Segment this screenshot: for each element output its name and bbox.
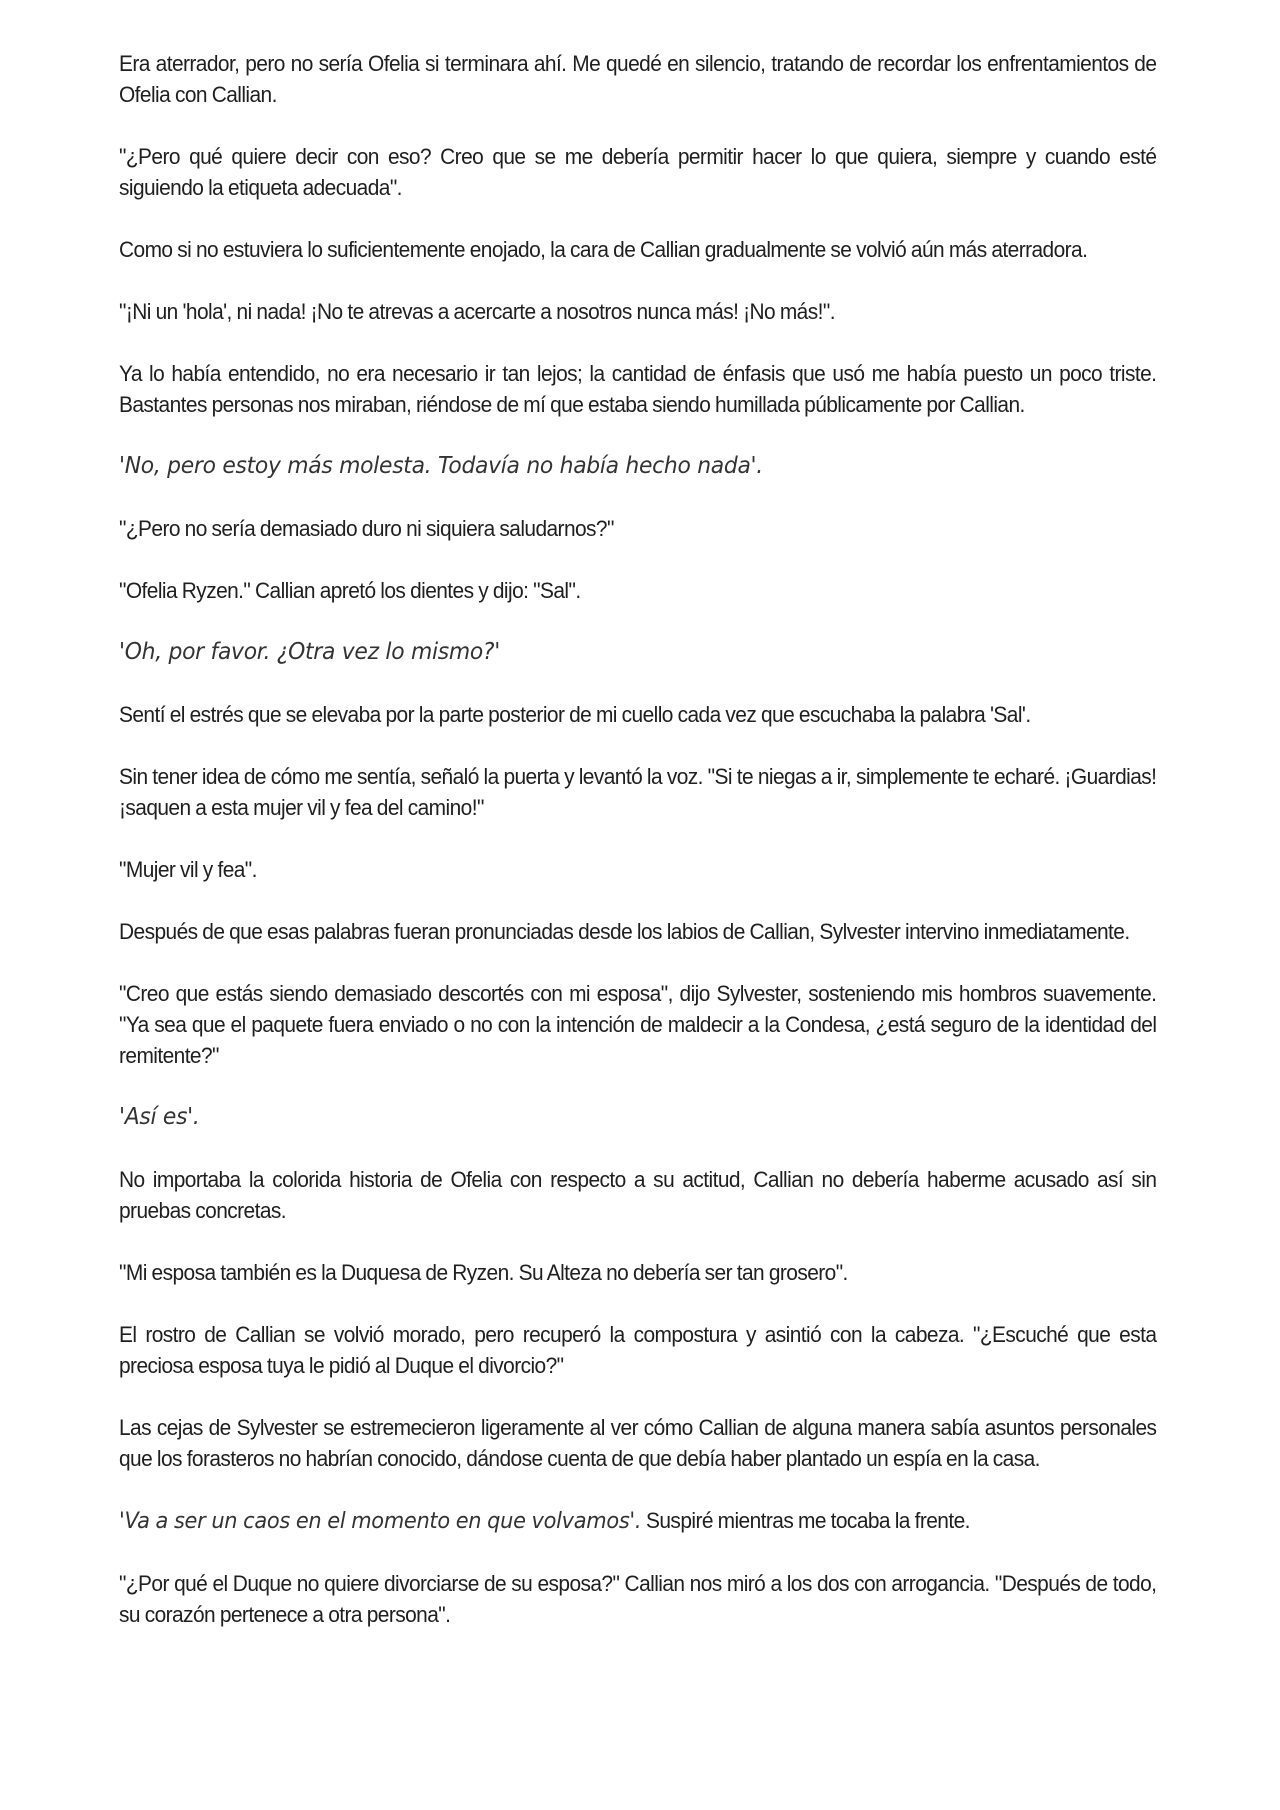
- document-page: [119, 48, 1156, 1661]
- paragraph-mixed: [119, 1505, 1156, 1537]
- paragraph: No importaba la colorida historia de Ofelia con respecto a su actitud, Callian no debería haberme acusado así sin pruebas concretas.: [119, 1167, 1157, 1223]
- italic-thought: 'Oh, por favor. ¿Otra vez lo mismo?': [119, 639, 500, 665]
- paragraph: "Mujer vil y fea".: [119, 857, 257, 882]
- paragraph: El rostro de Callian se volvió morado, pero recuperó la compostura y asintió con la cabeza. "¿Escuché que esta preciosa esposa tuya le pidió al Duque el divorcio?": [119, 1322, 1157, 1378]
- paragraph: Sentí el estrés que se elevaba por la parte posterior de mi cuello cada vez que escuchaba la palabra 'Sal'.: [119, 702, 1031, 727]
- paragraph: Ya lo había entendido, no era necesario ir tan lejos; la cantidad de énfasis que usó me había puesto un poco triste. Bastantes personas nos miraban, riéndose de mí que estaba siendo humillada públicamente por Callian.: [119, 361, 1157, 417]
- italic-thought: 'Así es'.: [119, 1104, 200, 1130]
- paragraph: "¡Ni un 'hola', ni nada! ¡No te atrevas a acercarte a nosotros nunca más! ¡No más!".: [119, 299, 835, 324]
- paragraph: "Ofelia Ryzen." Callian apretó los dientes y dijo: "Sal".: [119, 578, 581, 603]
- paragraph: "Creo que estás siendo demasiado descortés con mi esposa", dijo Sylvester, sosteniendo mis hombros suavemente. "Ya sea que el paquete fuera enviado o no con la intención de maldecir a la Condesa, ¿está seguro de la identidad del remitente?": [119, 981, 1157, 1068]
- paragraph: Las cejas de Sylvester se estremecieron ligeramente al ver cómo Callian de alguna manera sabía asuntos personales que los forasteros no habrían conocido, dándose cuenta de que debía haber plantado un espía en la casa.: [119, 1415, 1157, 1471]
- paragraph: "¿Pero no sería demasiado duro ni siquiera saludarnos?": [119, 516, 614, 541]
- paragraph: Sin tener idea de cómo me sentía, señaló la puerta y levantó la voz. "Si te niegas a ir, simplemente te echaré. ¡Guardias! ¡saquen a esta mujer vil y fea del camino!": [119, 764, 1157, 820]
- paragraph-text: Suspiré mientras me tocaba la frente.: [641, 1508, 970, 1533]
- paragraph: Era aterrador, pero no sería Ofelia si terminara ahí. Me quedé en silencio, tratando de recordar los enfrentamientos de Ofelia con Callian.: [119, 51, 1157, 107]
- italic-thought: 'No, pero estoy más molesta. Todavía no había hecho nada'.: [119, 453, 763, 479]
- paragraph: "¿Pero qué quiere decir con eso? Creo que se me debería permitir hacer lo que quiera, siempre y cuando esté siguiendo la etiqueta adecuada".: [119, 144, 1157, 200]
- italic-thought: 'Va a ser un caos en el momento en que volvamos'.: [119, 1509, 642, 1534]
- paragraph: "Mi esposa también es la Duquesa de Ryzen. Su Alteza no debería ser tan grosero".: [119, 1260, 848, 1285]
- paragraph: Después de que esas palabras fueran pronunciadas desde los labios de Callian, Sylvester intervino inmediatamente.: [119, 919, 1130, 944]
- paragraph: "¿Por qué el Duque no quiere divorciarse de su esposa?" Callian nos miró a los dos con arrogancia. "Después de todo, su corazón pertenece a otra persona".: [119, 1571, 1157, 1627]
- paragraph: Como si no estuviera lo suficientemente enojado, la cara de Callian gradualmente se volvió aún más aterradora.: [119, 237, 1088, 262]
